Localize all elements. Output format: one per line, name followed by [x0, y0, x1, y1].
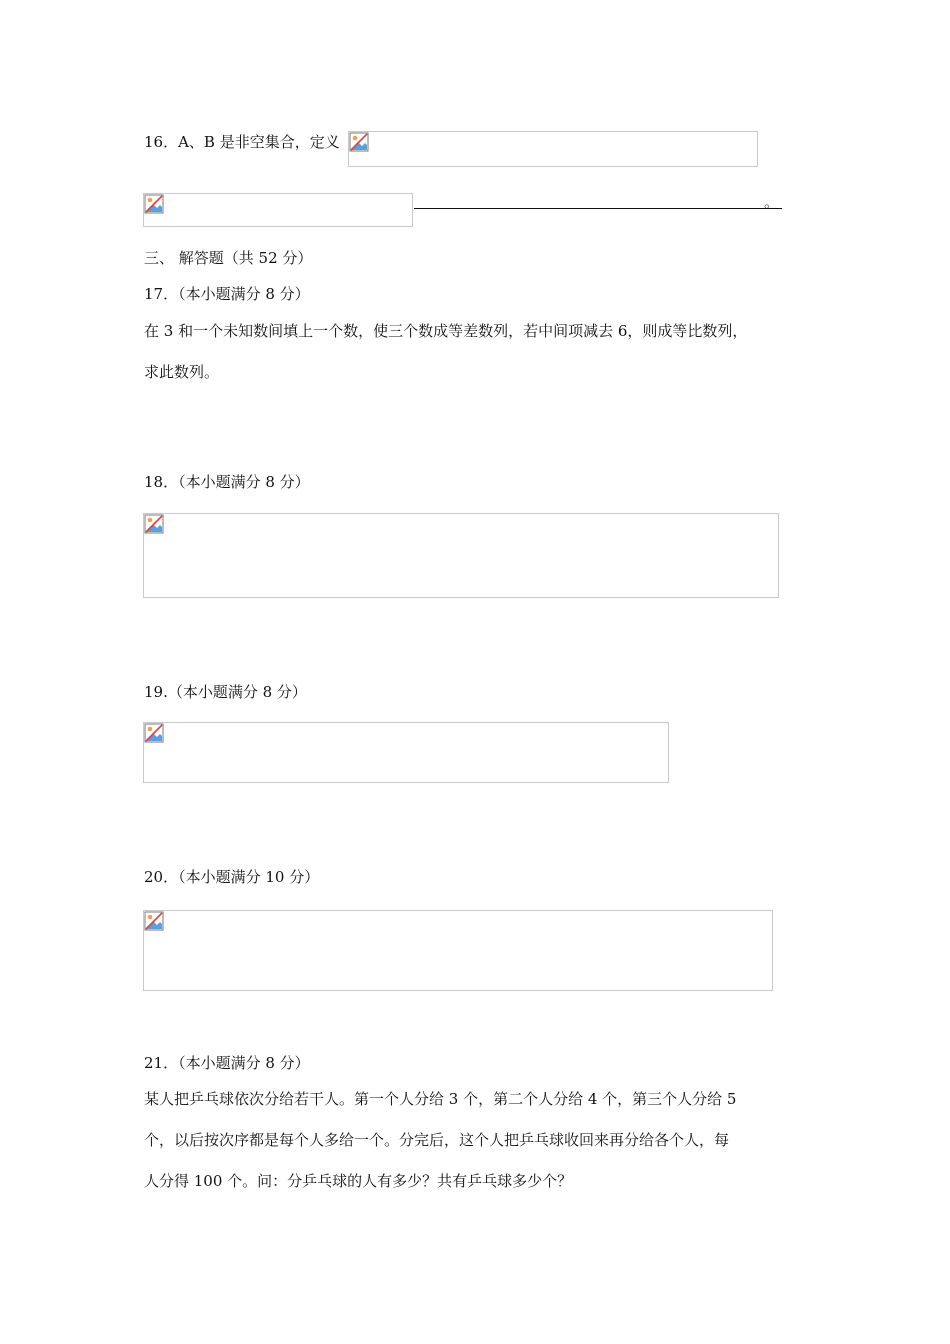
q21-text-line2: 个，以后按次序都是每个人多给一个。分完后，这个人把乒乓球收回来再分给各个人，每	[144, 1131, 730, 1149]
broken-image-icon	[349, 132, 369, 152]
q18-image	[143, 513, 779, 598]
q16-prefix: 16．A、B 是非空集合，定义	[144, 133, 340, 151]
q17-text-line1: 在 3 和一个未知数间填上一个数，使三个数成等差数列，若中间项减去 6，则成等比数列，	[144, 322, 748, 340]
q17-header: 17．（本小题满分 8 分）	[144, 285, 310, 303]
q17-text-line2: 求此数列。	[144, 363, 220, 381]
q18-header: 18．（本小题满分 8 分）	[144, 473, 310, 491]
broken-image-icon	[144, 911, 164, 931]
q21-text-line1: 某人把乒乓球依次分给若干人。第一个人分给 3 个，第二个人分给 4 个，第三个人分给 5	[144, 1090, 737, 1108]
q19-image	[143, 722, 669, 783]
section-title: 三、 解答题（共 52 分）	[144, 249, 313, 267]
q20-header: 20．（本小题满分 10 分）	[144, 868, 320, 886]
broken-image-icon	[144, 723, 164, 743]
q21-header: 21．（本小题满分 8 分）	[144, 1054, 310, 1072]
q16-definition-image	[348, 131, 758, 167]
q19-header: 19.（本小题满分 8 分）	[144, 683, 307, 701]
q20-image	[143, 910, 773, 991]
q16-answer-blank[interactable]	[414, 208, 782, 209]
broken-image-icon	[144, 514, 164, 534]
q16-answer-image	[143, 193, 413, 227]
q21-text-line3: 人分得 100 个。问：分乒乓球的人有多少？共有乒乓球多少个？	[144, 1172, 573, 1190]
q16-end-mark: 。	[764, 193, 780, 211]
broken-image-icon	[144, 194, 164, 214]
